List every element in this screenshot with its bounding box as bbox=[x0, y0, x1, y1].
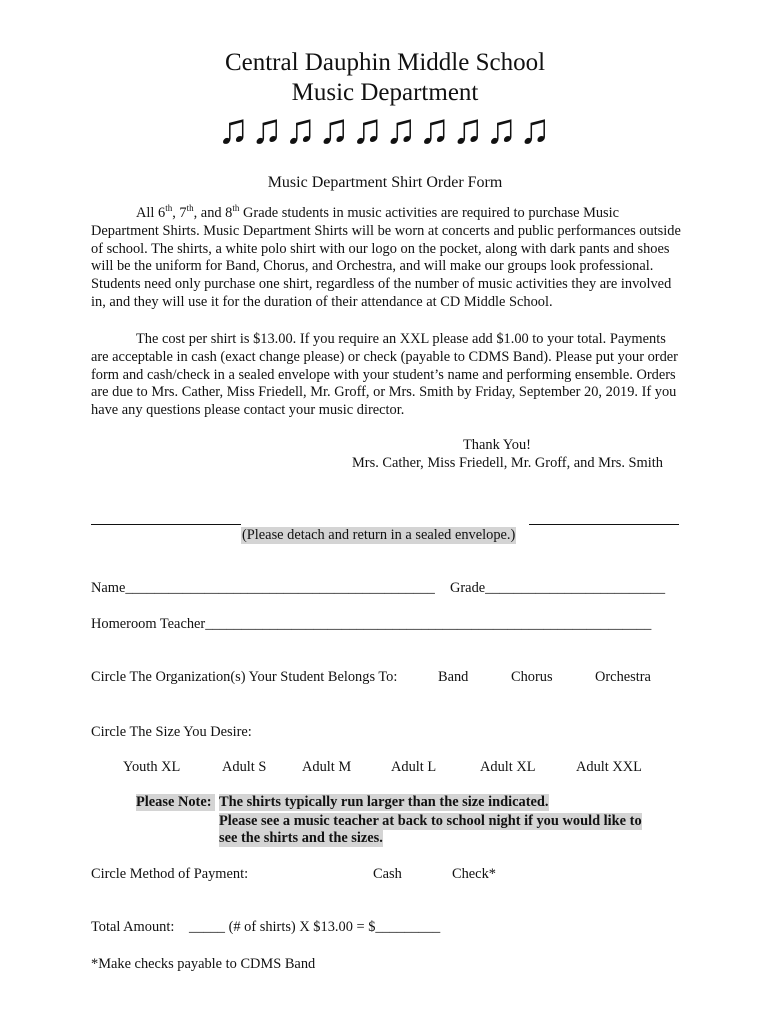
payment-option-check[interactable]: Check* bbox=[452, 866, 496, 882]
org-option-chorus[interactable]: Chorus bbox=[511, 669, 553, 685]
org-option-orchestra[interactable]: Orchestra bbox=[595, 669, 651, 685]
intro-sup-7: th bbox=[186, 203, 194, 214]
form-title: Music Department Shirt Order Form bbox=[267, 174, 503, 191]
total-amount-label: Total Amount: bbox=[91, 919, 175, 935]
org-option-band[interactable]: Band bbox=[438, 669, 469, 685]
please-note-line-3: see the shirts and the sizes. bbox=[219, 830, 383, 846]
size-option-adult-l[interactable]: Adult L bbox=[391, 759, 437, 775]
intro-text-all: All 6 bbox=[136, 205, 166, 221]
homeroom-teacher-field[interactable]: Homeroom Teacher______________________________________________________________ bbox=[91, 616, 652, 632]
intro-text-8: , and 8 bbox=[193, 205, 233, 221]
size-prompt: Circle The Size You Desire: bbox=[91, 724, 252, 740]
size-option-adult-xxl[interactable]: Adult XXL bbox=[576, 759, 642, 775]
organization-prompt: Circle The Organization(s) Your Student Belongs To: bbox=[91, 669, 398, 685]
detach-note: (Please detach and return in a sealed envelope.) bbox=[242, 527, 516, 543]
please-note-label: Please Note: bbox=[136, 794, 215, 811]
size-option-youth-xl[interactable]: Youth XL bbox=[123, 759, 181, 775]
please-note-line-1: The shirts typically run larger than the size indicated. bbox=[219, 794, 549, 810]
size-option-adult-xl[interactable]: Adult XL bbox=[480, 759, 536, 775]
size-option-adult-m[interactable]: Adult M bbox=[302, 759, 352, 775]
intro-text-7: , 7 bbox=[172, 205, 187, 221]
payment-prompt: Circle Method of Payment: bbox=[91, 866, 249, 882]
school-name: Central Dauphin Middle School bbox=[224, 49, 546, 76]
signers: Mrs. Cather, Miss Friedell, Mr. Groff, and Mrs. Smith bbox=[352, 455, 663, 471]
detach-rule-left bbox=[91, 524, 241, 525]
size-option-adult-s[interactable]: Adult S bbox=[222, 759, 267, 775]
detach-rule-right bbox=[529, 524, 679, 525]
thank-you: Thank You! bbox=[463, 437, 531, 453]
payment-option-cash[interactable]: Cash bbox=[373, 866, 402, 882]
intro-paragraph bbox=[91, 205, 681, 312]
music-notes-icon: ♫♫♫♫♫♫♫♫♫♫ bbox=[217, 107, 553, 153]
grade-field[interactable]: Grade_________________________ bbox=[450, 580, 666, 596]
please-note-line-2: Please see a music teacher at back to school night if you would like to bbox=[219, 813, 642, 829]
cost-text: The cost per shirt is $13.00. If you require an XXL please add $1.00 to your total. Payments are acceptable in cash (exact change please) or check (payable to CDMS Band). Please put your order form and cash/check in a sealed envelope with your student’s name and performing ensemble. Orders are due to Mrs. Cather, Miss Friedell, Mr. Groff, or Mrs. Smith by Friday, September 20, 2019. If you have any questions please contact your music director. bbox=[91, 331, 678, 419]
department-name: Music Department bbox=[291, 79, 479, 106]
intro-text-rest: Grade students in music activities are required to purchase Music Department Shirts. Music Department Shirts will be worn at concerts and public performances outside of school. The shirts, a white polo shirt with our logo on the pocket, along with dark pants and shoes will be the uniform for Band, Chorus, and Orchestra, and will make our groups look professional. Students need only purchase one shirt, regardless of the number of music activities they are involved in, and they will use it for the duration of their attendance at CD Middle School. bbox=[91, 205, 681, 310]
name-field[interactable]: Name___________________________________________ bbox=[91, 580, 435, 596]
intro-sup-8: th bbox=[232, 203, 240, 214]
cost-paragraph bbox=[91, 331, 681, 420]
intro-sup-6: th bbox=[165, 203, 173, 214]
total-amount-field[interactable]: _____ (# of shirts) X $13.00 = $_________ bbox=[189, 919, 441, 935]
check-footnote: *Make checks payable to CDMS Band bbox=[91, 956, 316, 972]
